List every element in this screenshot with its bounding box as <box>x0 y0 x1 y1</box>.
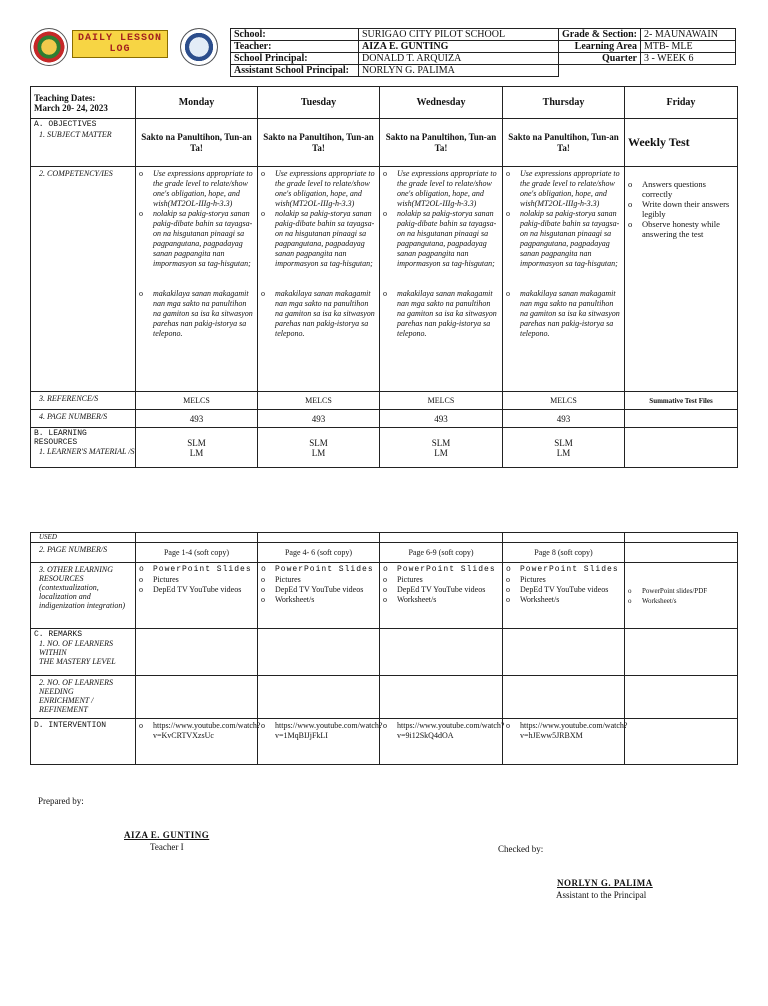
lesson-log-table-2 <box>30 532 738 765</box>
day-tuesday: Tuesday <box>258 87 380 119</box>
reference-mon: MELCS <box>136 392 258 410</box>
material-slm: SLM <box>187 437 206 448</box>
deped-tv-item: o DepEd TV YouTube videos <box>139 585 254 595</box>
competency-item: o nolakip sa pakig-storya sanan pakig-dibate bahin sa tayagsa-on na hisgutanan pinaagi sa pagpangutana, pagpadayag sanan pagpangita nan impormasyon sa tag-hisgutan; <box>383 209 499 269</box>
checker-signature-role: Assistant to the Principal <box>556 890 647 900</box>
friday-resource-item: o PowerPoint slides/PDF <box>628 586 734 596</box>
teacher-signature-name: AIZA E. GUNTING <box>124 830 210 840</box>
pictures-item: o Pictures <box>139 575 254 585</box>
soft-copy-wed: Page 6-9 (soft copy) <box>380 543 503 563</box>
material-slm: SLM <box>431 437 451 448</box>
remarks-cell <box>31 629 136 676</box>
intervention-label: D. INTERVENTION <box>31 719 136 765</box>
youtube-link[interactable]: o https://www.youtube.com/watch?v=9i12SkQ4dOA <box>383 721 499 741</box>
competency-item: o Use expressions appropriate to the grade level to relate/show one's obligation, hope, and wish(MT2OL-IIIg-h-3.3) <box>261 169 376 209</box>
competency-item: o makakilaya sanan makagamit nan mga sakto na panultihon na gamiton sa isa ka sitwasyon parehas nan pakig-istorya sa telepono. <box>139 289 254 339</box>
resources-thu <box>503 563 625 629</box>
youtube-link[interactable]: o https://www.youtube.com/watch?v=KvCRTVXzsUc <box>139 721 254 741</box>
competency-item: o makakilaya sanan makagamit nan mga sakto na panultihon na gamiton sa isa ka sitwasyon parehas nan pakig-istorya sa telepono. <box>506 289 621 339</box>
powerpoint-item: o PowerPoint Slides <box>261 565 376 575</box>
intervention-tue <box>258 719 383 765</box>
material-slm: SLM <box>309 437 328 448</box>
area-label: Learning Area <box>559 41 641 53</box>
teacher-signature-role: Teacher I <box>150 842 184 852</box>
friday-competency-item: o Answers questions correctly <box>628 179 734 199</box>
reference-fri: Summative Test Files <box>625 392 738 410</box>
intervention-mon <box>136 719 261 765</box>
teacher-value: AIZA E. GUNTING <box>359 41 559 53</box>
deped-tv-item: o DepEd TV YouTube videos <box>261 585 376 595</box>
day-monday: Monday <box>136 87 258 119</box>
material-lm: LM <box>556 447 571 458</box>
checked-by-label: Checked by: <box>498 844 544 854</box>
reference-wed: MELCS <box>380 392 503 410</box>
competency-item: o Use expressions appropriate to the grade level to relate/show one's obligation, hope, and wish(MT2OL-IIIg-h-3.3) <box>506 169 621 209</box>
day-wednesday: Wednesday <box>380 87 503 119</box>
competency-tue <box>258 167 380 392</box>
material-lm: LM <box>189 447 204 458</box>
competency-item: o Use expressions appropriate to the grade level to relate/show one's obligation, hope, and wish(MT2OL-IIIg-h-3.3) <box>383 169 499 209</box>
subject-matter-label: 1. SUBJECT MATTER <box>39 130 112 139</box>
page-number-label: 4. PAGE NUMBER/S <box>31 410 136 428</box>
competency-item: o nolakip sa pakig-storya sanan pakig-dibate bahin sa tayagsa-on na hisgutanan pinaagi sa pagpangutana, pagpadayag sanan pagpangita nan impormasyon sa tag-hisgutan; <box>506 209 621 269</box>
competency-wed <box>380 167 503 392</box>
reference-thu: MELCS <box>503 392 625 410</box>
checker-signature-name: NORLYN G. PALIMA <box>557 878 653 888</box>
daily-lesson-log-banner <box>72 30 168 58</box>
asst-principal-value: NORLYN G. PALIMA <box>359 65 559 77</box>
competency-item: o nolakip sa pakig-storya sanan pakig-dibate bahin sa tayagsa-on na hisgutanan pinaagi sa pagpangutana, pagpadayag sanan pagpangita nan impormasyon sa tag-hisgutan; <box>139 209 254 269</box>
teaching-dates <box>31 87 136 119</box>
remarks-label: C. REMARKS <box>34 630 83 639</box>
friday-resource-item: o Worksheet/s <box>628 596 734 606</box>
materials-fri <box>625 428 738 468</box>
competency-item: o nolakip sa pakig-storya sanan pakig-dibate bahin sa tayagsa-on na hisgutanan pinaagi sa pagpangutana, pagpadayag sanan pagpangita nan impormasyon sa tag-hisgutan; <box>261 209 376 269</box>
teaching-dates-value: March 20- 24, 2023 <box>34 102 108 113</box>
resources-mon <box>136 563 258 629</box>
page-thu: 493 <box>503 410 625 428</box>
competency-thu <box>503 167 625 392</box>
powerpoint-item: o PowerPoint Slides <box>506 565 621 575</box>
soft-copy-fri <box>625 543 738 563</box>
powerpoint-item: o PowerPoint Slides <box>139 565 254 575</box>
powerpoint-item: o PowerPoint Slides <box>383 565 499 575</box>
subject-tue: Sakto na Panultihon, Tun-an Ta! <box>258 119 380 167</box>
other-resources-sublabel: (contextualization, localization and indigenization integration) <box>39 583 125 610</box>
subject-fri: Weekly Test <box>625 119 738 167</box>
school-label: School: <box>231 29 359 41</box>
needing-cell <box>31 676 136 719</box>
subject-thu: Sakto na Panultihon, Tun-an Ta! <box>503 119 625 167</box>
worksheet-item: o Worksheet/s <box>506 595 621 605</box>
intervention-fri <box>625 719 738 765</box>
page-numbers-label: 2. PAGE NUMBER/S <box>31 543 136 563</box>
learning-resources-label-2: RESOURCES <box>34 438 78 447</box>
worksheet-item: o Worksheet/s <box>383 595 499 605</box>
competency-label: 2. COMPETENCY/IES <box>31 167 136 392</box>
division-seal-logo <box>180 28 218 66</box>
competency-fri <box>625 167 738 392</box>
needing-label-2: ENRICHMENT / REFINEMENT <box>39 696 94 714</box>
materials-thu <box>503 428 625 468</box>
material-lm: LM <box>434 447 448 458</box>
page-fri <box>625 410 738 428</box>
page-tue: 493 <box>258 410 380 428</box>
area-value: MTB- MLE <box>641 41 736 53</box>
materials-tue <box>258 428 380 468</box>
mastery-label-2: THE MASTERY LEVEL <box>39 657 116 666</box>
learners-material-label: 1. LEARNER'S MATERIAL /S <box>39 447 135 456</box>
learning-resources-label: B. LEARNING <box>34 429 87 438</box>
objectives-label: A. OBJECTIVES <box>34 120 97 129</box>
page-wed: 493 <box>380 410 503 428</box>
subject-wed: Sakto na Panultihon, Tun-an Ta! <box>380 119 503 167</box>
material-lm: LM <box>311 447 326 458</box>
reference-label: 3. REFERENCE/S <box>31 392 136 410</box>
header-info-table <box>230 28 736 77</box>
materials-mon <box>136 428 258 468</box>
grade-value: 2- MAUNAWAIN <box>641 29 736 41</box>
other-resources-cell <box>31 563 136 629</box>
lesson-log-table-1 <box>30 86 738 468</box>
quarter-value: 3 - WEEK 6 <box>641 53 736 65</box>
page-mon: 493 <box>136 410 258 428</box>
subject-mon: Sakto na Panultihon, Tun-an Ta! <box>136 119 258 167</box>
learning-resources-cell <box>31 428 136 468</box>
school-seal-logo <box>30 28 68 66</box>
pictures-item: o Pictures <box>506 575 621 585</box>
soft-copy-thu: Page 8 (soft copy) <box>503 543 625 563</box>
grade-label: Grade & Section: <box>559 29 641 41</box>
day-friday: Friday <box>625 87 738 119</box>
competency-mon <box>136 167 258 392</box>
asst-principal-label: Assistant School Principal: <box>231 65 359 77</box>
materials-wed <box>380 428 503 468</box>
principal-label: School Principal: <box>231 53 359 65</box>
teaching-dates-label: Teaching Dates: <box>34 92 96 103</box>
competency-item: o Use expressions appropriate to the grade level to relate/show one's obligation, hope, and wish(MT2OL-IIIg-h-3.3) <box>139 169 254 209</box>
pictures-item: o Pictures <box>383 575 499 585</box>
needing-label: 2. NO. OF LEARNERS NEEDING <box>39 678 113 696</box>
pictures-item: o Pictures <box>261 575 376 585</box>
friday-competency-item: o Observe honesty while answering the test <box>628 219 734 239</box>
reference-tue: MELCS <box>258 392 380 410</box>
competency-item: o makakilaya sanan makagamit nan mga sakto na panultihon na gamiton sa isa ka sitwasyon parehas nan pakig-istorya sa telepono. <box>261 289 376 339</box>
resources-tue <box>258 563 380 629</box>
intervention-thu <box>503 719 628 765</box>
banner-line-1: DAILY LESSON <box>77 33 162 44</box>
competency-item: o makakilaya sanan makagamit nan mga sakto na panultihon na gamiton sa isa ka sitwasyon parehas nan pakig-istorya sa telepono. <box>383 289 499 339</box>
soft-copy-tue: Page 4- 6 (soft copy) <box>258 543 380 563</box>
used-label: USED <box>31 533 136 543</box>
school-value: SURIGAO CITY PILOT SCHOOL <box>359 29 559 41</box>
worksheet-item: o Worksheet/s <box>261 595 376 605</box>
deped-tv-item: o DepEd TV YouTube videos <box>506 585 621 595</box>
youtube-link[interactable]: o https://www.youtube.com/watch?v=1MqBIJjFkLI <box>261 721 376 741</box>
material-slm: SLM <box>554 437 573 448</box>
youtube-link[interactable]: o https://www.youtube.com/watch?v=hJEww5JRBXM <box>506 721 621 741</box>
prepared-by-label: Prepared by: <box>38 796 84 806</box>
banner-line-2: LOG <box>109 44 131 55</box>
objectives-cell <box>31 119 136 167</box>
soft-copy-mon: Page 1-4 (soft copy) <box>136 543 258 563</box>
resources-fri <box>625 563 738 629</box>
mastery-label: 1. NO. OF LEARNERS WITHIN <box>39 639 113 657</box>
intervention-wed <box>380 719 503 765</box>
day-thursday: Thursday <box>503 87 625 119</box>
friday-competency-item: o Write down their answers legibly <box>628 199 734 219</box>
principal-value: DONALD T. ARQUIZA <box>359 53 559 65</box>
quarter-label: Quarter <box>559 53 641 65</box>
deped-tv-item: o DepEd TV YouTube videos <box>383 585 499 595</box>
resources-wed <box>380 563 503 629</box>
teacher-label: Teacher: <box>231 41 359 53</box>
other-resources-label: 3. OTHER LEARNING RESOURCES <box>39 565 113 583</box>
